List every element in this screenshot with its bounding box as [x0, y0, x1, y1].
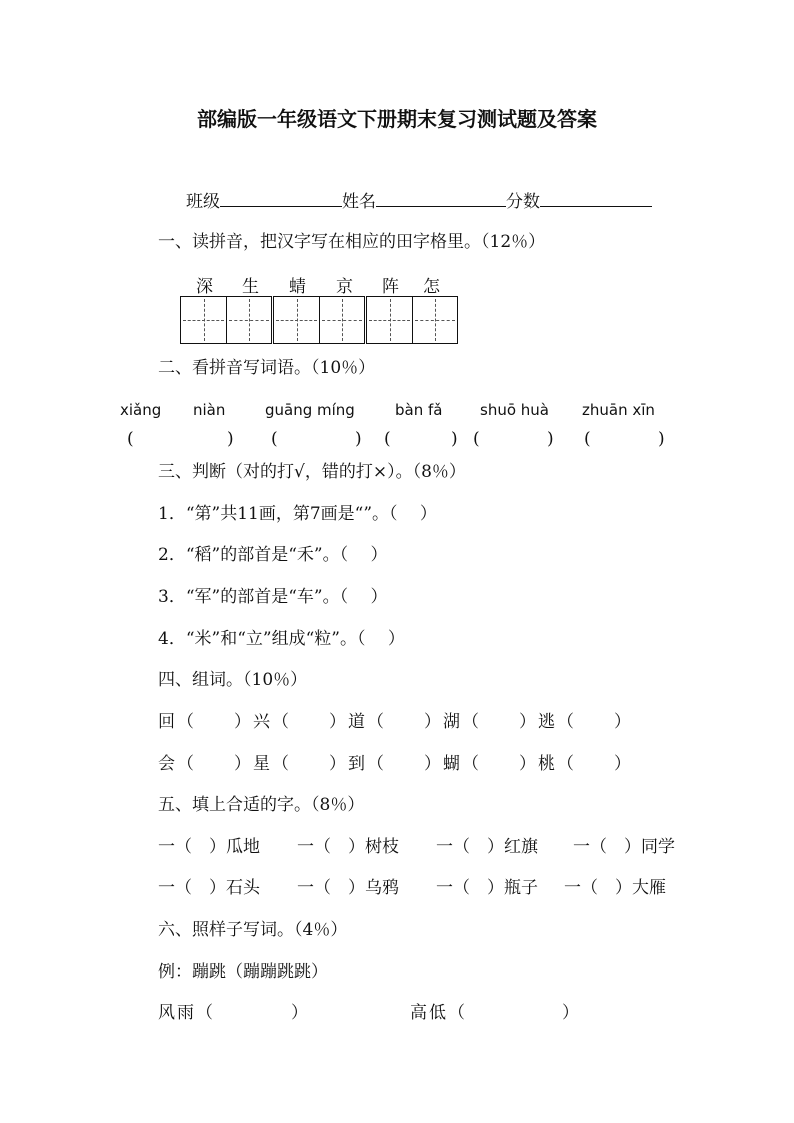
bracket-open-5: (: [584, 429, 591, 449]
student-info-line: [186, 190, 652, 213]
pinyin-6: zhuān xīn: [582, 401, 655, 419]
tianzige-pair: [180, 296, 272, 344]
judge-item-3: 3．“军”的部首是“车”。（ ）: [158, 587, 388, 607]
fill-item: 一（ ）红旗: [436, 837, 538, 857]
pinyin-1: xiǎng: [120, 401, 162, 419]
tianzige-grid: [180, 296, 459, 344]
judge-item-4: 4．“米”和“立”组成“粒”。（ ）: [158, 629, 405, 649]
fill-item: 一（ ）同学: [573, 837, 675, 857]
fill-item: 一（ ）瓶子: [436, 878, 538, 898]
section-3-heading: 三、判断（对的打√，错的打×）。（8％）: [158, 462, 466, 482]
bracket-close-2: ): [355, 429, 362, 449]
pinyin-2: niàn: [193, 401, 226, 419]
score-label: 分数: [506, 192, 540, 212]
class-blank[interactable]: [220, 190, 342, 207]
document-title: 部编版一年级语文下册期末复习测试题及答案: [197, 107, 597, 131]
section-2-heading: 二、看拼音写词语。（10％）: [158, 358, 376, 378]
section-6-heading: 六、照样子写词。（4％）: [158, 920, 348, 940]
tianzige-cell[interactable]: [274, 297, 319, 343]
section-5-heading: 五、填上合适的字。（8％）: [158, 795, 365, 815]
bracket-open-2: (: [271, 429, 278, 449]
score-blank[interactable]: [540, 190, 652, 207]
pinyin-4: bàn fǎ: [395, 401, 443, 419]
tianzige-pair: [273, 296, 365, 344]
bracket-close-1: ): [227, 429, 234, 449]
fill-item: 一（ ）乌鸦: [297, 878, 399, 898]
name-label: 姓名: [342, 192, 376, 212]
judge-item-2: 2．“稻”的部首是“禾”。（ ）: [158, 545, 388, 565]
bracket-close-3: ): [451, 429, 458, 449]
tianzige-cell[interactable]: [412, 297, 457, 343]
bracket-close-5: ): [658, 429, 665, 449]
section-1-heading: 一、读拼音，把汉字写在相应的田字格里。（12％）: [158, 232, 546, 252]
tianzige-cell[interactable]: [319, 297, 364, 343]
word-item-1: 风雨（ ）: [158, 1003, 310, 1023]
class-label: 班级: [186, 192, 220, 212]
pinyin-5: shuō huà: [480, 401, 549, 419]
name-blank[interactable]: [376, 190, 506, 207]
char-1: 深: [196, 277, 213, 297]
word-group-row-1: 回（ ）兴（ ）道（ ）湖（ ）逃（ ）: [158, 712, 633, 732]
char-4: 京: [336, 277, 353, 297]
char-5: 阵: [382, 277, 399, 297]
fill-item: 一（ ）瓜地: [158, 837, 260, 857]
judge-item-1: 1．“第”共11画，第7画是“”。（ ）: [158, 504, 437, 524]
bracket-open-4: (: [473, 429, 480, 449]
word-group-row-2: 会（ ）星（ ）到（ ）蝴（ ）桃（ ）: [158, 754, 633, 774]
bracket-close-4: ): [547, 429, 554, 449]
bracket-open-1: (: [127, 429, 134, 449]
tianzige-pair: [366, 296, 458, 344]
pinyin-3: guāng míng: [265, 401, 355, 419]
word-item-2: 高低（ ）: [410, 1003, 581, 1023]
tianzige-cell[interactable]: [367, 297, 412, 343]
fill-item: 一（ ）树枝: [297, 837, 399, 857]
bracket-open-3: (: [384, 429, 391, 449]
char-6: 怎: [423, 277, 440, 297]
fill-item: 一（ ）大雁: [564, 878, 666, 898]
tianzige-cell[interactable]: [226, 297, 271, 343]
fill-item: 一（ ）石头: [158, 878, 260, 898]
example-line: 例：蹦跳（蹦蹦跳跳）: [158, 962, 328, 982]
char-3: 蜻: [289, 277, 306, 297]
tianzige-cell[interactable]: [181, 297, 226, 343]
char-2: 生: [242, 277, 259, 297]
section-4-heading: 四、组词。（10％）: [158, 670, 308, 690]
